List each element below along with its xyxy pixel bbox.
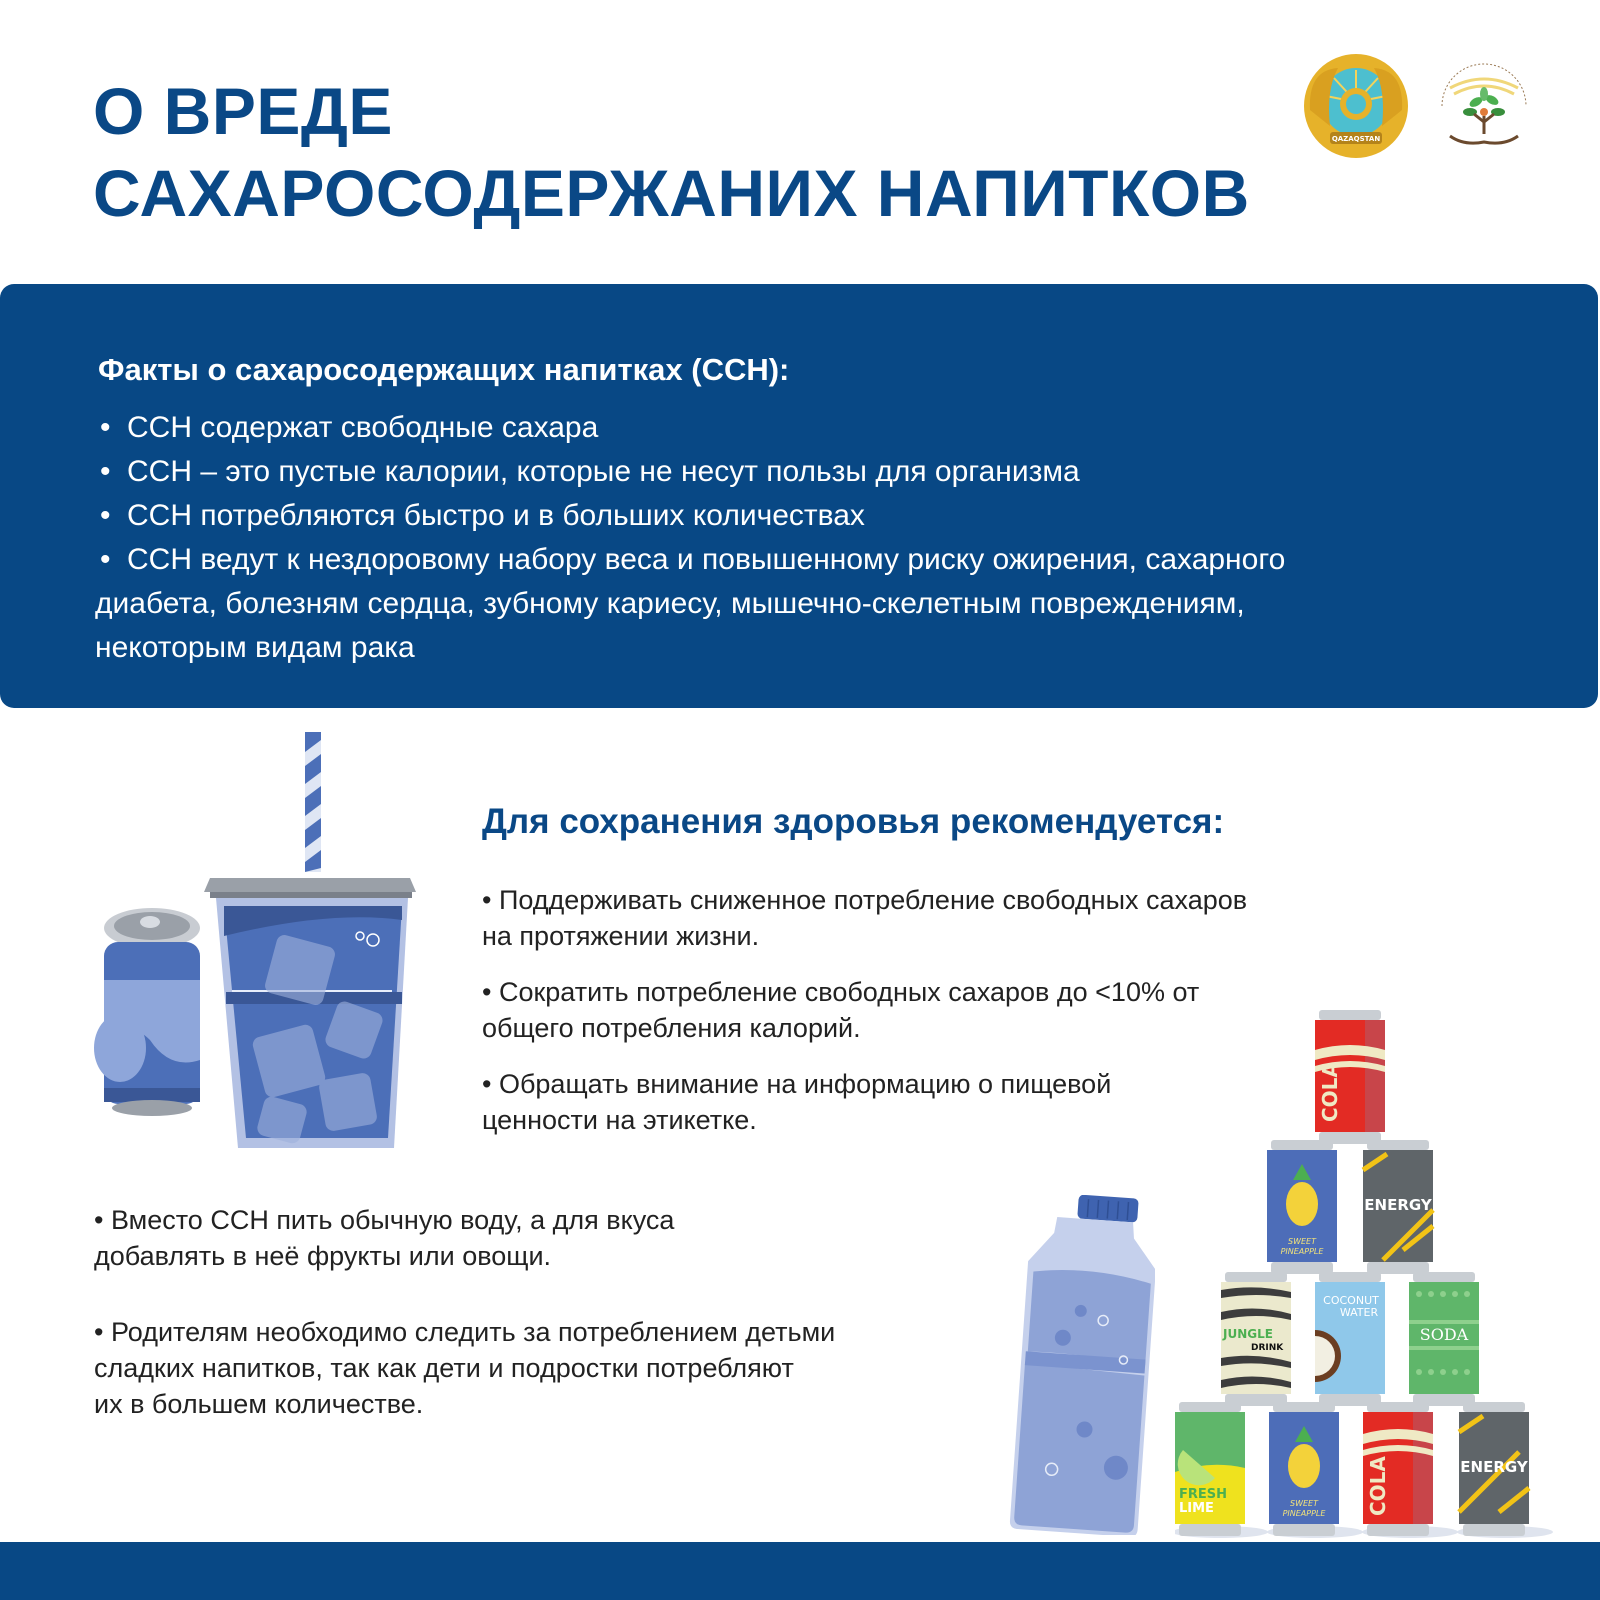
jungle-drink-can-icon (1221, 1272, 1291, 1406)
bullet-icon: • (100, 543, 111, 576)
bullet-icon: • (100, 411, 111, 444)
cans-pyramid-illustration (1175, 1010, 1565, 1540)
svg-text:COCONUT: COCONUT (1323, 1294, 1379, 1307)
recommendation-text: их в большем количестве. (94, 1389, 424, 1419)
page-title (93, 70, 1250, 234)
fact-item-continuation (95, 582, 1495, 626)
recommendation-text: • Сократить потребление свободных сахаров до <10% от (482, 977, 1200, 1007)
fact-text: ССН – это пустые калории, которые не несут пользы для организма (127, 455, 1080, 488)
fact-text: диабета, болезням сердца, зубному кариесу, мышечно-скелетным повреждениям, (95, 587, 1245, 620)
recommendation-text: сладких напитков, так как дети и подростки потребляют (94, 1353, 794, 1383)
svg-text:PINEAPPLE: PINEAPPLE (1282, 1509, 1326, 1518)
soda-can-icon (1409, 1272, 1479, 1406)
fact-text: ССН потребляются быстро и в больших количествах (127, 499, 865, 532)
energy-can-icon (1459, 1402, 1529, 1536)
recommendation-item (94, 1314, 944, 1422)
recommendation-item (94, 1202, 944, 1274)
recommendation-text: • Вместо ССН пить обычную воду, а для вкуса (94, 1205, 675, 1235)
public-health-center-logo-icon (1428, 50, 1540, 162)
cola-can-icon (1315, 1010, 1385, 1144)
recommendation-text: ценности на этикетке. (482, 1105, 757, 1135)
fresh-lime-can-icon (1175, 1402, 1245, 1536)
recommendations-heading: Для сохранения здоровья рекомендуется: (482, 802, 1225, 841)
facts-heading: Факты о сахаросодержащих напитках (ССН): (98, 352, 790, 387)
facts-panel (0, 284, 1598, 708)
fact-item (95, 538, 1495, 582)
svg-text:SWEET: SWEET (1288, 1237, 1316, 1246)
svg-text:FRESH: FRESH (1179, 1487, 1228, 1502)
svg-text:ENERGY: ENERGY (1364, 1196, 1432, 1214)
fact-item (95, 494, 1495, 538)
svg-text:QAZAQSTAN: QAZAQSTAN (1331, 135, 1381, 143)
svg-text:PINEAPPLE: PINEAPPLE (1280, 1247, 1324, 1256)
recommendation-text: • Поддерживать сниженное потребление свободных сахаров (482, 885, 1248, 915)
fact-text: некоторым видам рака (95, 631, 415, 664)
footer-bar (0, 1542, 1600, 1600)
svg-text:LIME: LIME (1179, 1501, 1214, 1516)
logos (1300, 50, 1540, 170)
pineapple-can-icon (1267, 1140, 1337, 1274)
svg-text:SWEET: SWEET (1290, 1499, 1318, 1508)
bullet-icon: • (100, 499, 111, 532)
fact-text: ССН ведут к нездоровому набору веса и повышенному риску ожирения, сахарного (127, 543, 1286, 576)
fact-item (95, 406, 1495, 450)
straw-icon (305, 732, 321, 872)
title-line-2: САХАРОСОДЕРЖАНИХ НАПИТКОВ (93, 156, 1250, 230)
facts-list (95, 406, 1495, 670)
recommendation-item (482, 882, 1382, 954)
bullet-icon: • (100, 455, 111, 488)
recommendation-text: • Родителям необходимо следить за потреблением детьми (94, 1317, 836, 1347)
kazakhstan-emblem-icon (1300, 50, 1412, 162)
svg-text:JUNGLE: JUNGLE (1223, 1327, 1273, 1341)
recommendation-text: добавлять в неё фрукты или овощи. (94, 1241, 552, 1271)
svg-text:ENERGY: ENERGY (1460, 1458, 1528, 1476)
fact-text: ССН содержат свободные сахара (127, 411, 599, 444)
svg-text:WATER: WATER (1339, 1306, 1379, 1319)
soda-can-icon (94, 908, 200, 1116)
recommendations-list-lower (94, 1202, 944, 1462)
coconut-water-can-icon (1315, 1272, 1385, 1406)
energy-can-icon (1363, 1140, 1433, 1274)
pineapple-can-icon (1269, 1402, 1339, 1536)
recommendation-text: общего потребления калорий. (482, 1013, 861, 1043)
svg-text:COLA: COLA (1318, 1062, 1342, 1122)
water-bottle-illustration (1005, 1195, 1155, 1535)
title-line-1: О ВРЕДЕ (93, 74, 393, 148)
recommendation-text: на протяжении жизни. (482, 921, 760, 951)
fact-item (95, 450, 1495, 494)
fact-item-continuation (95, 626, 1495, 670)
svg-text:DRINK: DRINK (1251, 1343, 1284, 1353)
svg-text:SODA: SODA (1419, 1325, 1469, 1344)
soda-cup-and-can-illustration (90, 730, 420, 1150)
svg-text:COLA: COLA (1366, 1456, 1390, 1516)
recommendation-text: • Обращать внимание на информацию о пищевой (482, 1069, 1112, 1099)
cola-can-icon (1363, 1402, 1433, 1536)
